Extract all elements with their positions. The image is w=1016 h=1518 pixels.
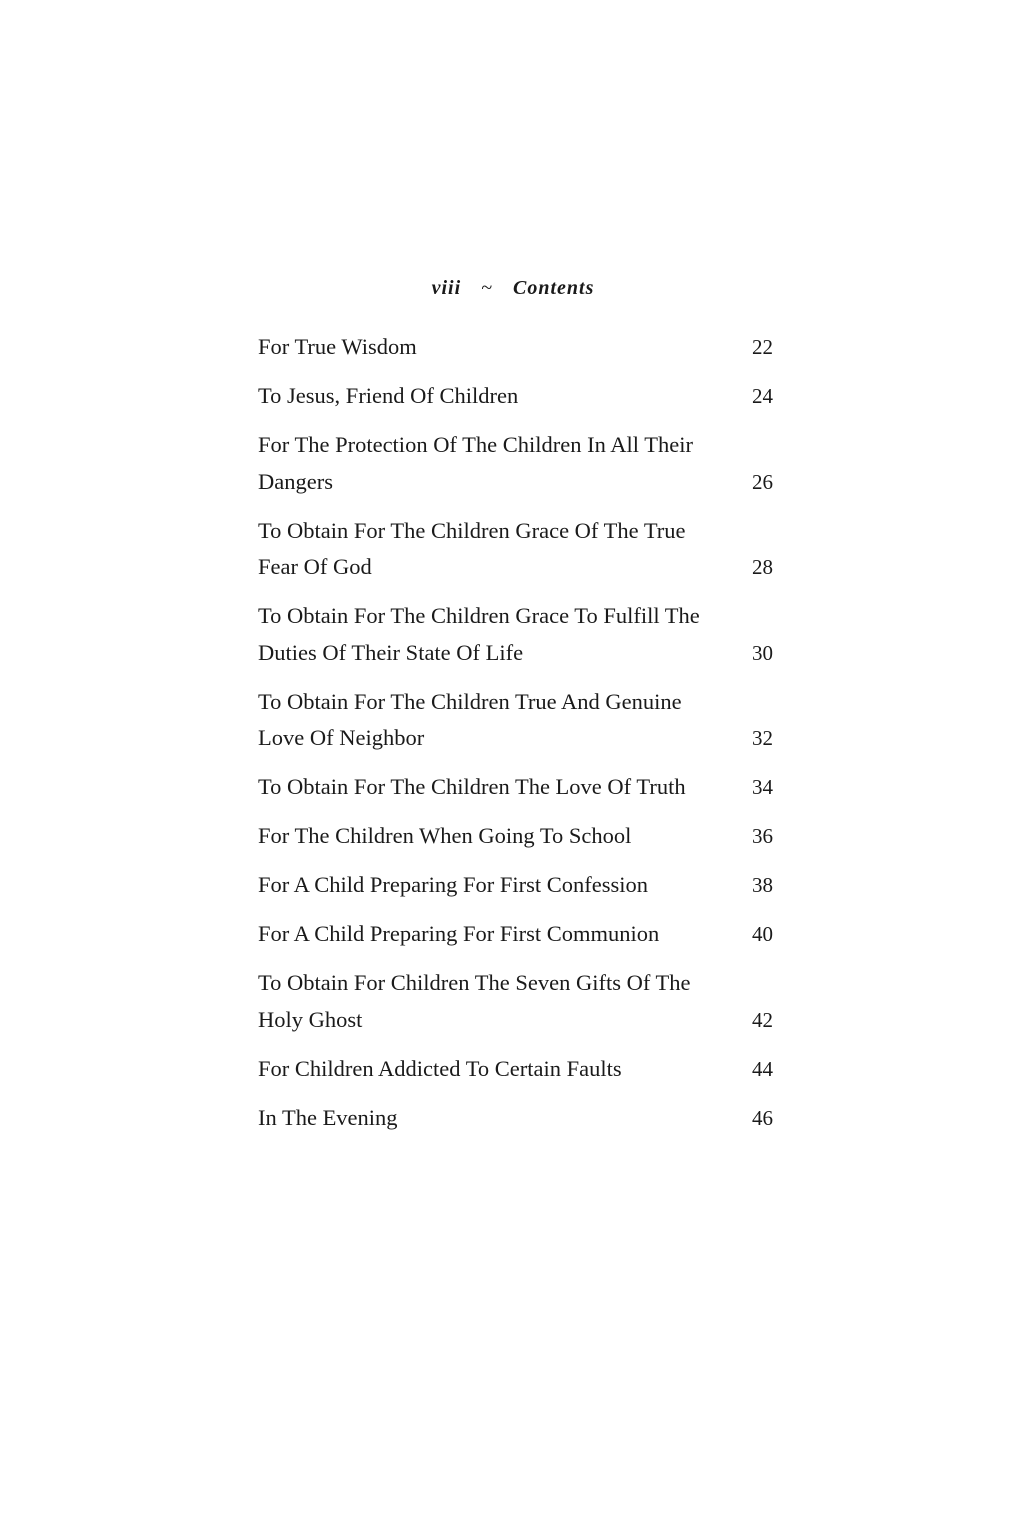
page-number: viii <box>431 277 462 299</box>
toc-entry-page: 26 <box>752 469 773 494</box>
toc-entry-page: 44 <box>752 1056 773 1081</box>
toc-entry-page: 46 <box>752 1105 773 1130</box>
toc-entry[interactable] <box>258 598 773 671</box>
toc-entry-page: 36 <box>752 824 773 848</box>
toc-entry-page: 32 <box>752 726 773 750</box>
header-separator: ~ <box>481 277 493 299</box>
toc-entry-title: To Obtain For The Children Grace To Fulfill The Duties Of Their State Of Life <box>258 603 700 665</box>
toc-entry[interactable] <box>258 427 773 500</box>
toc-entry-title: To Obtain For Children The Seven Gifts Of The Holy Ghost <box>258 970 691 1032</box>
toc-entry[interactable] <box>258 329 773 366</box>
toc-entry-title: For True Wisdom <box>258 334 417 359</box>
toc-entry-page: 34 <box>752 775 773 799</box>
toc-entry[interactable] <box>258 818 773 855</box>
toc-entry-title: To Obtain For The Children True And Genuine Love Of Neighbor <box>258 688 682 750</box>
toc-entry-page: 38 <box>752 873 773 897</box>
toc-entry-title: To Obtain For The Children Grace Of The True Fear Of God <box>258 517 686 579</box>
toc-entry-page: 40 <box>752 922 773 946</box>
toc-entry-title: To Jesus, Friend Of Children <box>258 383 519 408</box>
toc-entry[interactable] <box>258 1051 773 1088</box>
toc-entry[interactable] <box>258 513 773 586</box>
toc-entry-page: 24 <box>752 384 773 408</box>
toc-entry-page: 30 <box>752 640 773 665</box>
toc-entry-title: For A Child Preparing For First Communion <box>258 921 660 946</box>
toc-entry-page: 22 <box>752 335 773 359</box>
toc-entry[interactable] <box>258 684 773 757</box>
toc-entry-page: 28 <box>752 555 773 579</box>
toc-entry-title: For A Child Preparing For First Confession <box>258 872 649 897</box>
toc-entry-title: In The Evening <box>258 1104 398 1130</box>
toc-entry-title: For The Children When Going To School <box>258 823 632 848</box>
toc-entry[interactable] <box>258 769 773 806</box>
toc-entry-title: To Obtain For The Children The Love Of Truth <box>258 774 686 799</box>
running-head <box>0 275 1016 301</box>
toc-entry-title: For The Protection Of The Children In All Their Dangers <box>258 432 693 494</box>
toc-entry[interactable] <box>258 965 773 1038</box>
toc-entry[interactable] <box>258 867 773 904</box>
toc-entry[interactable] <box>258 916 773 953</box>
toc-entry[interactable] <box>258 378 773 415</box>
section-title: Contents <box>513 277 595 299</box>
toc-entry-page: 42 <box>752 1007 773 1032</box>
table-of-contents <box>258 329 773 1149</box>
toc-entry[interactable] <box>258 1100 773 1137</box>
toc-entry-title: For Children Addicted To Certain Faults <box>258 1055 622 1081</box>
